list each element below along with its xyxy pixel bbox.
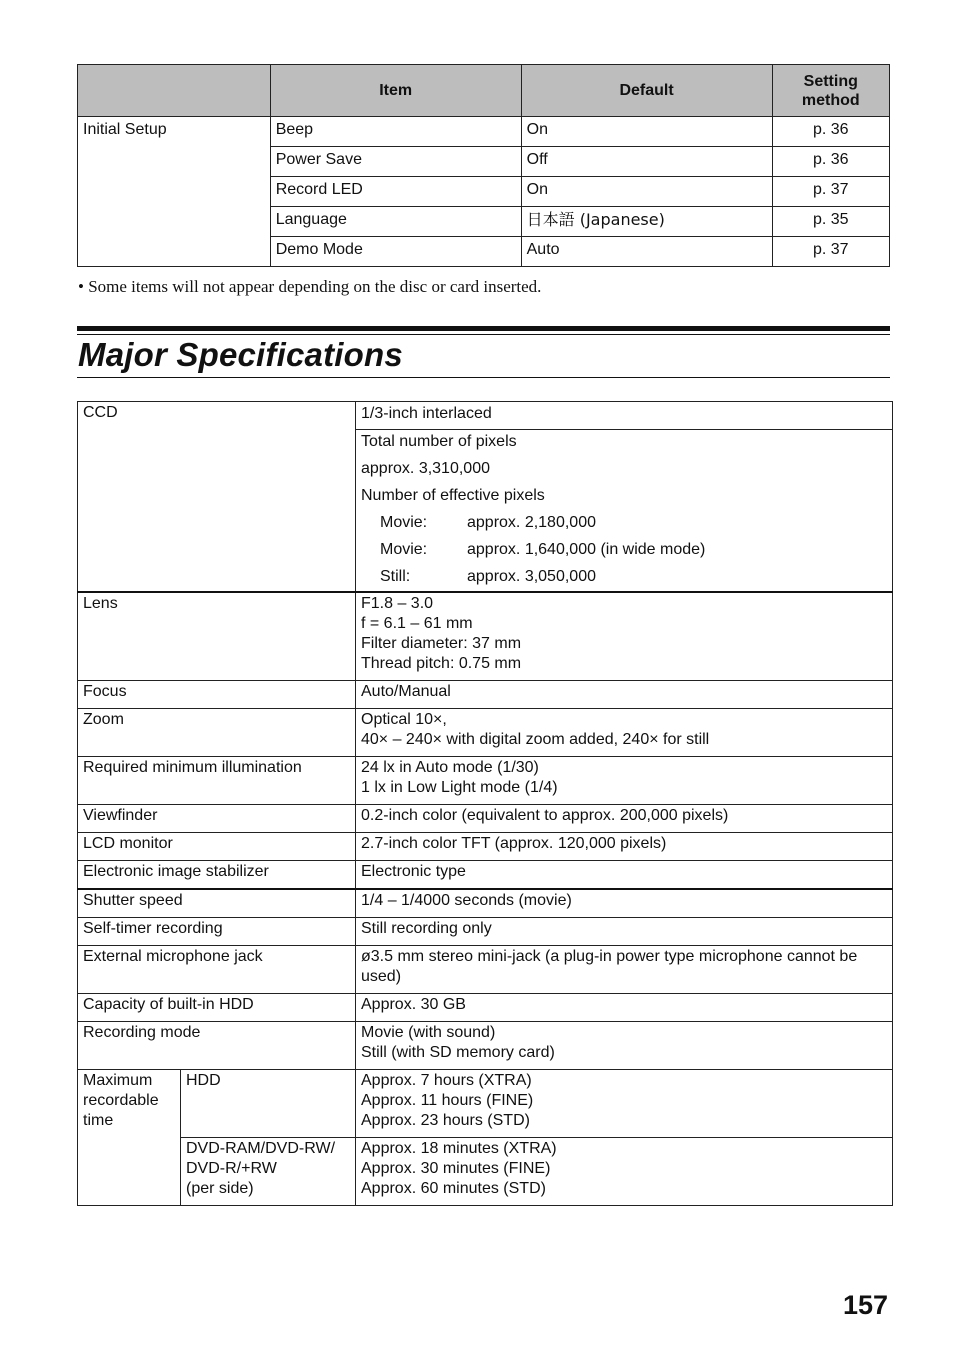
ccd-type: 1/3-inch interlaced bbox=[356, 402, 892, 430]
illumination-line: 1 lx in Low Light mode (1/4) bbox=[361, 779, 558, 796]
spec-label: Viewfinder bbox=[78, 805, 356, 833]
header-setting-method: Setting method bbox=[772, 65, 889, 117]
spec-row-mic bbox=[78, 946, 893, 994]
spec-row-max-time-hdd bbox=[78, 1070, 893, 1138]
spec-row-lens bbox=[78, 592, 893, 681]
page-cell: p. 35 bbox=[772, 207, 889, 237]
spec-row-focus bbox=[78, 681, 893, 709]
ccd-total-value: approx. 3,310,000 bbox=[361, 460, 490, 477]
spec-value: Auto/Manual bbox=[356, 681, 893, 709]
item-cell: Demo Mode bbox=[270, 237, 521, 267]
page-cell: p. 36 bbox=[772, 147, 889, 177]
footnote: • Some items will not appear depending on the disc or card inserted. bbox=[78, 277, 542, 296]
spec-value: 1/4 – 1/4000 seconds (movie) bbox=[356, 889, 893, 918]
default-cell: Off bbox=[521, 147, 772, 177]
header-item: Item bbox=[270, 65, 521, 117]
dvd-time-line: Approx. 18 minutes (XTRA) bbox=[361, 1140, 557, 1157]
page-cell: p. 37 bbox=[772, 177, 889, 207]
spec-row-recording-mode bbox=[78, 1022, 893, 1070]
lens-line: Filter diameter: 37 mm bbox=[361, 635, 522, 652]
section-rule-thin bbox=[77, 334, 890, 335]
spec-row-ccd bbox=[78, 402, 893, 593]
lens-line: Thread pitch: 0.75 mm bbox=[361, 655, 522, 672]
section-rule-bottom bbox=[77, 377, 890, 378]
header-default: Default bbox=[521, 65, 772, 117]
spec-value bbox=[356, 592, 893, 681]
spec-sublabel: HDD bbox=[181, 1070, 356, 1138]
dvd-label-line: (per side) bbox=[186, 1180, 254, 1197]
zoom-line: 40× – 240× with digital zoom added, 240× for still bbox=[361, 731, 710, 748]
dvd-label-line: DVD-RAM/DVD-RW/ bbox=[186, 1140, 336, 1157]
section-rule-thick bbox=[77, 326, 890, 331]
default-cell: Auto bbox=[521, 237, 772, 267]
spec-label: Electronic image stabilizer bbox=[78, 861, 356, 890]
spec-value: Electronic type bbox=[356, 861, 893, 890]
spec-row-selftimer bbox=[78, 918, 893, 946]
spec-row-zoom bbox=[78, 709, 893, 757]
spec-row-viewfinder bbox=[78, 805, 893, 833]
spec-label: CCD bbox=[78, 402, 356, 593]
spec-label: Maximum recordable time bbox=[78, 1070, 181, 1206]
spec-value bbox=[356, 1022, 893, 1070]
zoom-line: Optical 10×, bbox=[361, 711, 447, 728]
spec-label: Focus bbox=[78, 681, 356, 709]
spec-label: LCD monitor bbox=[78, 833, 356, 861]
spec-row-stabilizer bbox=[78, 861, 893, 890]
spec-value bbox=[356, 757, 893, 805]
ccd-effective-key: Still: bbox=[380, 568, 411, 585]
spec-row-max-time-dvd bbox=[78, 1138, 893, 1206]
spec-row-hdd-capacity bbox=[78, 994, 893, 1022]
item-cell: Power Save bbox=[270, 147, 521, 177]
spec-row-illumination bbox=[78, 757, 893, 805]
hdd-time-line: Approx. 23 hours (STD) bbox=[361, 1112, 530, 1129]
page-cell: p. 37 bbox=[772, 237, 889, 267]
spec-value: 0.2-inch color (equivalent to approx. 200,000 pixels) bbox=[356, 805, 893, 833]
default-cell: 日本語 (Japanese) bbox=[521, 207, 772, 237]
group-initial-setup: Initial Setup bbox=[78, 117, 271, 267]
default-cell: On bbox=[521, 117, 772, 147]
spec-sublabel bbox=[181, 1138, 356, 1206]
ccd-effective-value: approx. 3,050,000 bbox=[467, 568, 596, 585]
spec-value bbox=[356, 402, 893, 593]
ccd-effective-item bbox=[361, 512, 887, 539]
dvd-time-line: Approx. 60 minutes (STD) bbox=[361, 1180, 546, 1197]
ccd-total-label: Total number of pixels bbox=[361, 433, 517, 450]
rec-mode-line: Movie (with sound) bbox=[361, 1024, 496, 1041]
ccd-effective-label: Number of effective pixels bbox=[361, 487, 545, 504]
spec-label: Capacity of built-in HDD bbox=[78, 994, 356, 1022]
spec-row-lcd bbox=[78, 833, 893, 861]
page-cell: p. 36 bbox=[772, 117, 889, 147]
spec-label: Lens bbox=[78, 592, 356, 681]
spec-label: Zoom bbox=[78, 709, 356, 757]
settings-header-row bbox=[78, 65, 890, 117]
spec-value: ø3.5 mm stereo mini-jack (a plug-in power type microphone cannot be used) bbox=[356, 946, 893, 994]
lens-line: F1.8 – 3.0 bbox=[361, 595, 434, 612]
spec-label: Required minimum illumination bbox=[78, 757, 356, 805]
default-cell: On bbox=[521, 177, 772, 207]
specs-table bbox=[77, 401, 893, 1206]
illumination-line: 24 lx in Auto mode (1/30) bbox=[361, 759, 539, 776]
settings-table bbox=[77, 64, 890, 267]
hdd-time-line: Approx. 7 hours (XTRA) bbox=[361, 1072, 532, 1089]
ccd-effective-key: Movie: bbox=[380, 541, 428, 558]
lens-line: f = 6.1 – 61 mm bbox=[361, 615, 473, 632]
item-cell: Beep bbox=[270, 117, 521, 147]
item-cell: Language bbox=[270, 207, 521, 237]
page-number: 157 bbox=[842, 1290, 888, 1320]
spec-row-shutter bbox=[78, 889, 893, 918]
spec-label: External microphone jack bbox=[78, 946, 356, 994]
spec-value bbox=[356, 1138, 893, 1206]
ccd-effective-value: approx. 2,180,000 bbox=[467, 514, 596, 531]
spec-value: Still recording only bbox=[356, 918, 893, 946]
item-cell: Record LED bbox=[270, 177, 521, 207]
dvd-label-line: DVD-R/+RW bbox=[186, 1160, 277, 1177]
ccd-effective-value: approx. 1,640,000 (in wide mode) bbox=[467, 541, 706, 558]
table-row bbox=[78, 117, 890, 147]
spec-label: Recording mode bbox=[78, 1022, 356, 1070]
spec-value bbox=[356, 709, 893, 757]
dvd-time-line: Approx. 30 minutes (FINE) bbox=[361, 1160, 551, 1177]
ccd-effective-item bbox=[361, 539, 887, 566]
spec-value bbox=[356, 1070, 893, 1138]
header-blank bbox=[78, 65, 271, 117]
spec-value: Approx. 30 GB bbox=[356, 994, 893, 1022]
rec-mode-line: Still (with SD memory card) bbox=[361, 1044, 555, 1061]
spec-value: 2.7-inch color TFT (approx. 120,000 pixels) bbox=[356, 833, 893, 861]
section-title: Major Specifications bbox=[78, 336, 403, 373]
hdd-time-line: Approx. 11 hours (FINE) bbox=[361, 1092, 534, 1109]
spec-label: Shutter speed bbox=[78, 889, 356, 918]
ccd-effective-item bbox=[361, 566, 887, 591]
spec-label: Self-timer recording bbox=[78, 918, 356, 946]
ccd-effective-key: Movie: bbox=[380, 514, 428, 531]
